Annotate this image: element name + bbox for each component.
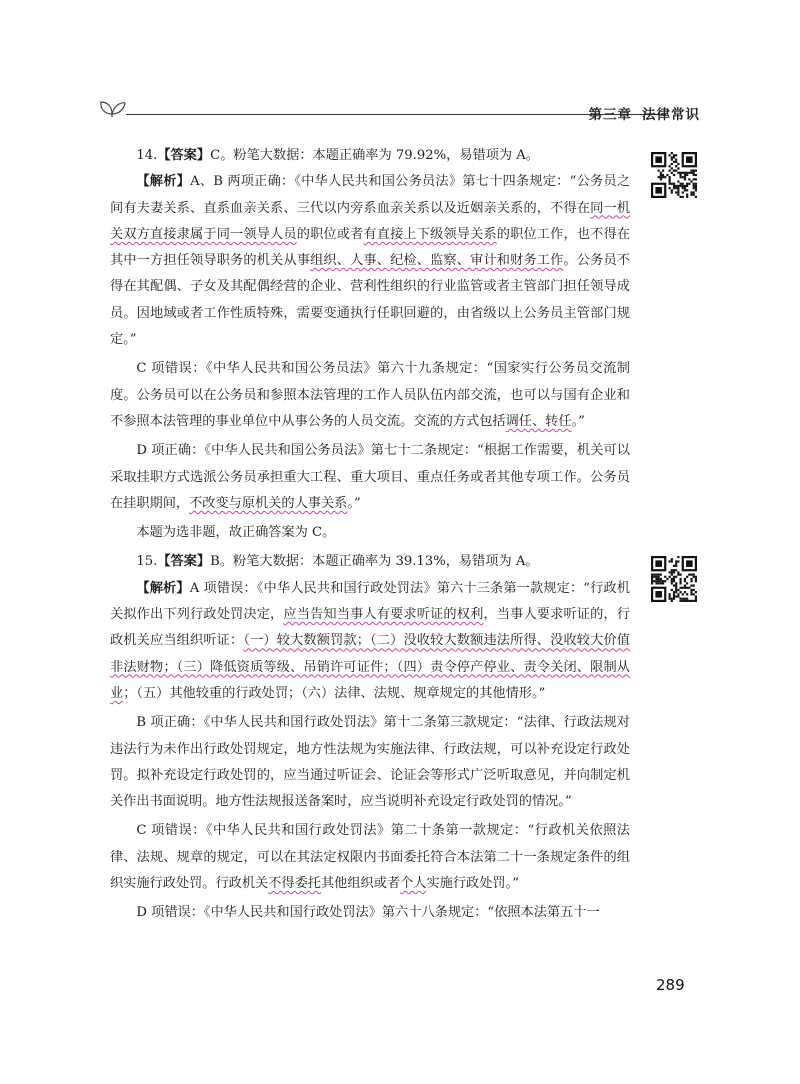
qr-code-icon[interactable] bbox=[651, 152, 697, 198]
analysis-tag: 【解析】 bbox=[136, 580, 190, 596]
q15-analysis-d: D 项错误：《中华人民共和国行政处罚法》第六十八条规定：“依照本法第五十一 bbox=[136, 905, 600, 921]
q14-analysis-c: C 项错误：《中华人民共和国公务员法》第六十九条规定：“国家实行公务员交流制度。公务员可以在公务员和参照本法管理的工作人员队伍内部交流，也可以与国有企业和不参照本法管理的事业单位中从事公务的人员交流。交流的方式包括调任、转任。” bbox=[110, 361, 630, 429]
answer-tag: 【答案】 bbox=[157, 148, 211, 163]
header-rule bbox=[126, 114, 666, 115]
chapter-title: 法律常识 bbox=[642, 107, 700, 123]
q14-conclusion: 本题为选非题，故正确答案为 C。 bbox=[136, 525, 336, 541]
answer-tag: 【答案】 bbox=[157, 554, 211, 570]
key-phrase: 不改变与原机关的人事关系 bbox=[189, 495, 348, 511]
page-header bbox=[98, 94, 700, 134]
q15-answer: 15.【答案】B。粉笔大数据：本题正确率为 39.13%，易错项为 A。 bbox=[136, 554, 539, 570]
q14-answer: 14.【答案】C。粉笔大数据：本题正确率为 79.92%，易错项为 A。 bbox=[136, 148, 539, 163]
q14-analysis-d: D 项正确：《中华人民共和国公务员法》第七十二条规定：“根据工作需要，机关可以采取挂职方式选派公务员承担重大工程、重大项目、重点任务或者其他专项工作。公务员在挂职期间，不改变与原机关的人事关系。” bbox=[110, 443, 630, 511]
qr-code-icon[interactable] bbox=[651, 556, 697, 602]
q15-analysis-a: 【解析】A 项错误：《中华人民共和国行政处罚法》第六十三条第一款规定：“行政机关拟作出下列行政处罚决定，应当告知当事人有要求听证的权利，当事人要求听证的，行政机关应当组织听证：（一）较大数额罚款；（二）没收较大数额违法所得、没收较大价值非法财物；（三）降低资质等级、吊销许可证件；（四）责令停产停业、责令关闭、限制从业；（五）其他较重的行政处罚；（六）法律、法规、规章规定的其他情形。” bbox=[110, 580, 631, 701]
key-phrase: 组织、人事、纪检、监察、审计和财务工作 bbox=[310, 253, 564, 269]
key-phrase: 调任、转任 bbox=[505, 413, 572, 429]
q15-analysis-c: C 项错误：《中华人民共和国行政处罚法》第二十条第一款规定：“行政机关依照法律、法规、规章的规定，可以在其法定权限内书面委托符合本法第二十一条规定条件的组织实施行政处罚。行政机关不得委托其他组织或者个人实施行政处罚。” bbox=[110, 823, 630, 892]
chapter-label bbox=[589, 103, 701, 123]
key-phrase: 个人 bbox=[400, 876, 427, 892]
key-phrase: 有直接上下级领导关系 bbox=[363, 226, 497, 242]
q14-analysis-ab: 【解析】A、B 两项正确：《中华人民共和国公务员法》第七十四条规定：“公务员之间有夫妻关系、直系血亲关系、三代以内旁系血亲关系以及近姻亲关系的，不得在同一机关双方直接隶属于同一领导人员的职位或者有直接上下级领导关系的职位工作，也不得在其中一方担任领导职务的机关从事组织、人事、纪检、监察、审计和财务工作。公务员不得在其配偶、子女及其配偶经营的企业、营利性组织的行业监管或者主管部门担任领导成员。因地域或者工作性质特殊，需要变通执行任职回避的，由省级以上公务员主管部门规定。” bbox=[110, 174, 631, 348]
key-phrase: 同一机关双方直接隶属于同一领导人员 bbox=[110, 200, 631, 242]
q15-analysis-b: B 项正确：《中华人民共和国行政处罚法》第十二条第三款规定：“法律、行政法规对违法行为未作出行政处罚规定，地方性法规为实施法律、行政法规，可以补充设定行政处罚。拟补充设定行政处罚的，应当通过听证会、论证会等形式广泛听取意见，并向制定机关作出书面说明。地方性法规报送备案时，应当说明补充设定行政处罚的情况。” bbox=[110, 715, 630, 810]
leaf-icon bbox=[98, 94, 128, 118]
analysis-tag: 【解析】 bbox=[136, 174, 191, 190]
key-phrase: （一）较大数额罚款；（二）没收较大数额违法所得、没收较大价值非法财物；（三）降低资质等级、吊销许可证件；（四）责令停产停业、责令关闭、限制从业 bbox=[110, 633, 630, 701]
chapter-number: 第三章 bbox=[588, 107, 632, 123]
page-number: 289 bbox=[656, 976, 685, 994]
key-phrase: 应当告知当事人有要求听证的权利 bbox=[283, 607, 484, 623]
key-phrase: 不得委托 bbox=[268, 876, 321, 892]
page-body bbox=[110, 143, 630, 927]
